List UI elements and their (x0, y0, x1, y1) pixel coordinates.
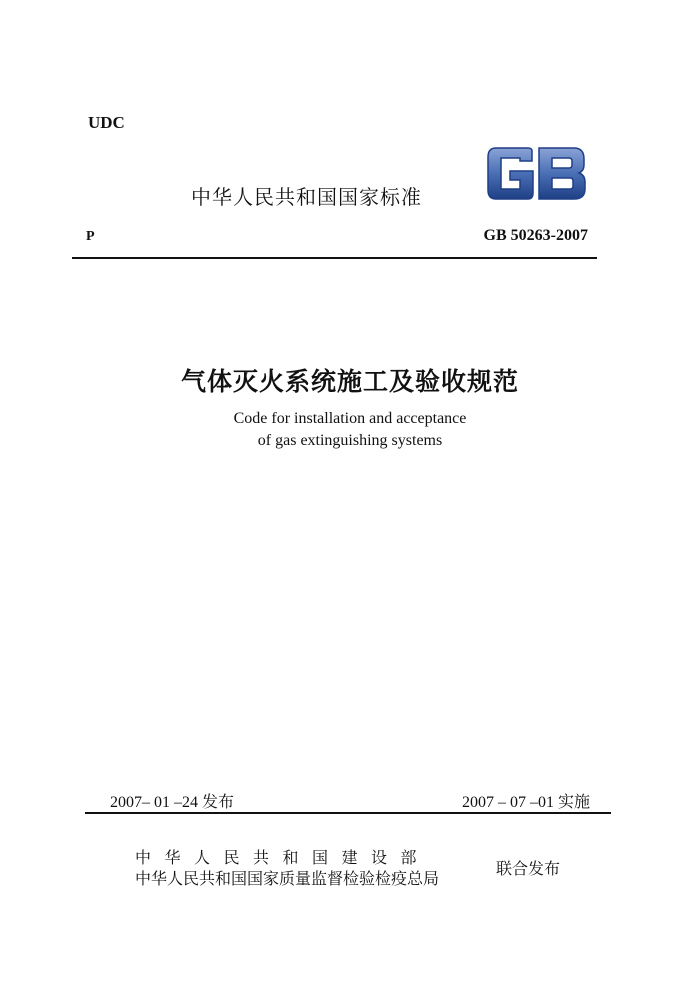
publish-date: 2007– 01 –24 发布 (110, 794, 235, 811)
title-chinese: 气体灭火系统施工及验收规范 (180, 367, 519, 396)
udc-label: UDC (88, 113, 125, 132)
title-english-line1: Code for installation and acceptance (233, 410, 467, 427)
category-code: P (86, 229, 95, 244)
standard-number: GB 50263-2007 (483, 227, 588, 244)
title-english-line2: of gas extinguishing systems (257, 432, 443, 449)
top-divider (72, 257, 597, 259)
joint-issue-label: 联合发布 (496, 859, 561, 878)
issuer-ministry-construction: 中华人民共和国建设部 (135, 848, 431, 867)
standard-name: 中华人民共和国国家标准 (191, 185, 422, 209)
gb-logo (486, 147, 587, 200)
issuer-aqsiq: 中华人民共和国国家质量监督检验检疫总局 (135, 869, 440, 888)
bottom-divider (85, 812, 611, 814)
effective-date: 2007 – 07 –01 实施 (461, 794, 590, 811)
